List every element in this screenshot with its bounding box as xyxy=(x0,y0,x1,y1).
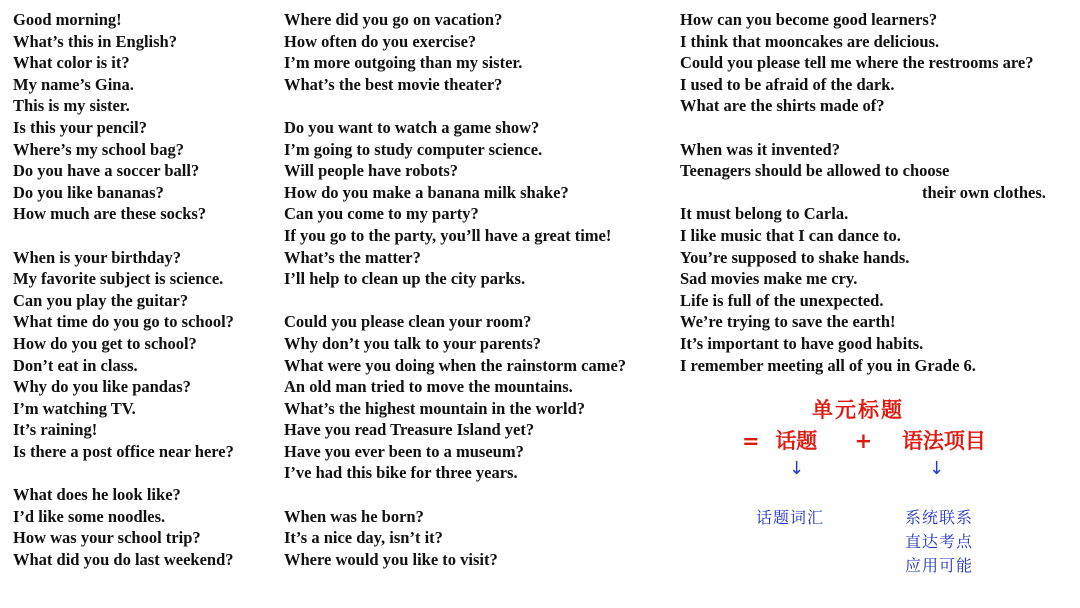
sentence-line: An old man tried to move the mountains. xyxy=(284,377,573,397)
equals-sign: = xyxy=(742,428,760,453)
sentence-line: You’re supposed to shake hands. xyxy=(680,247,910,267)
sentence-group xyxy=(284,311,674,484)
sentence-group xyxy=(13,9,275,225)
sentence-line: Life is full of the unexpected. xyxy=(680,290,884,310)
sentence-line: Have you ever been to a museum? xyxy=(284,441,524,461)
grammar-point: 系统联系 xyxy=(905,508,974,527)
sentence-line: I’m more outgoing than my sister. xyxy=(284,53,523,73)
sentence-line: Don’t eat in class. xyxy=(13,355,138,375)
sentence-line: I’d like some noodles. xyxy=(13,506,166,526)
sentence-line: How do you get to school? xyxy=(13,333,197,353)
sentence-line: What are the shirts made of? xyxy=(680,96,885,116)
sentence-line: When is your birthday? xyxy=(13,247,181,267)
sentence-line: Will people have robots? xyxy=(284,161,459,181)
sentence-group xyxy=(13,484,275,570)
grammar-point: 应用可能 xyxy=(905,556,974,575)
sentence-line: Could you please clean your room? xyxy=(284,312,532,332)
sentence-line: Can you play the guitar? xyxy=(13,290,189,310)
sentence-line: When was it invented? xyxy=(680,139,840,159)
sentence-line: Why do you like pandas? xyxy=(13,377,191,397)
sentence-line: My name’s Gina. xyxy=(13,74,134,94)
topic-vocabulary-label: 话题词汇 xyxy=(756,508,825,527)
sentence-line: Can you come to my party? xyxy=(284,204,479,224)
sentence-line: This is my sister. xyxy=(13,96,130,116)
sentence-line: Is this your pencil? xyxy=(13,117,148,137)
sentence-line: How was your school trip? xyxy=(13,528,201,548)
sentence-line: Teenagers should be allowed to choose xyxy=(680,161,950,181)
sentence-line: Do you like bananas? xyxy=(13,182,164,202)
sentence-line: How much are these socks? xyxy=(13,204,207,224)
sentence-line: How can you become good learners? xyxy=(680,10,938,29)
sentence-line: I’m going to study computer science. xyxy=(284,139,543,159)
sentence-line: It’s a nice day, isn’t it? xyxy=(284,528,443,548)
sentence-line: If you go to the party, you’ll have a great time! xyxy=(284,225,612,245)
topic-label: 话题 xyxy=(775,428,818,453)
sentence-group xyxy=(284,9,674,95)
sentence-line: We’re trying to save the earth! xyxy=(680,312,896,332)
sentence-group xyxy=(284,117,674,290)
sentence-line: How often do you exercise? xyxy=(284,31,477,51)
sentence-column-3 xyxy=(680,9,1076,398)
sentence-line: Do you want to watch a game show? xyxy=(284,117,540,137)
sentence-line: What did you do last weekend? xyxy=(13,549,234,569)
sentence-line: Sad movies make me cry. xyxy=(680,269,858,289)
sentence-line: their own clothes. xyxy=(922,182,1046,202)
sentence-line: It’s raining! xyxy=(13,420,98,440)
sentence-line: What color is it? xyxy=(13,53,130,73)
sentence-group xyxy=(680,9,1076,117)
unit-title-label: 单元标题 xyxy=(812,397,904,422)
sentence-line: Have you read Treasure Island yet? xyxy=(284,420,535,440)
sentence-line: What’s this in English? xyxy=(13,31,177,51)
sentence-line: What’s the highest mountain in the world? xyxy=(284,398,586,418)
sentence-line: I’ll help to clean up the city parks. xyxy=(284,269,526,289)
sentence-line: My favorite subject is science. xyxy=(13,269,224,289)
grammar-points-list xyxy=(905,506,973,578)
sentence-line: I used to be afraid of the dark. xyxy=(680,74,895,94)
plus-sign: + xyxy=(854,428,873,453)
sentence-line: What’s the matter? xyxy=(284,247,421,267)
sentence-line: I remember meeting all of you in Grade 6. xyxy=(680,355,976,375)
sentence-line: Where’s my school bag? xyxy=(13,139,184,159)
grammar-label: 语法项目 xyxy=(901,428,986,453)
sentence-line: It’s important to have good habits. xyxy=(680,333,924,353)
sentence-column-1 xyxy=(13,9,275,592)
sentence-line: I’ve had this bike for three years. xyxy=(284,463,518,483)
sentence-line: Good morning! xyxy=(13,10,122,29)
sentence-line: What does he look like? xyxy=(13,485,181,505)
sentence-column-2 xyxy=(284,9,674,592)
sentence-line: Do you have a soccer ball? xyxy=(13,161,200,181)
sentence-group xyxy=(13,247,275,463)
grammar-down-arrow-icon: ↓ xyxy=(929,458,945,479)
sentence-line: Where would you like to visit? xyxy=(284,549,498,569)
sentence-line: It must belong to Carla. xyxy=(680,204,849,224)
sentence-group xyxy=(284,506,674,571)
sentence-line: I like music that I can dance to. xyxy=(680,225,901,245)
sentence-line: What were you doing when the rainstorm came? xyxy=(284,355,627,375)
sentence-line: How do you make a banana milk shake? xyxy=(284,182,569,202)
sentence-line: When was he born? xyxy=(284,506,424,526)
sentence-line: I think that mooncakes are delicious. xyxy=(680,31,940,51)
sentence-line: Why don’t you talk to your parents? xyxy=(284,333,542,353)
sentence-line: I’m watching TV. xyxy=(13,398,136,418)
sentence-line: What time do you go to school? xyxy=(13,312,234,332)
sentence-group xyxy=(680,139,1076,377)
sentence-line: Where did you go on vacation? xyxy=(284,10,503,29)
sentence-line: What’s the best movie theater? xyxy=(284,74,503,94)
topic-down-arrow-icon: ↓ xyxy=(789,458,805,479)
grammar-point: 直达考点 xyxy=(905,532,974,551)
formula-line xyxy=(742,425,986,455)
sentence-line: Could you please tell me where the restrooms are? xyxy=(680,53,1034,73)
sentence-line: Is there a post office near here? xyxy=(13,441,234,461)
